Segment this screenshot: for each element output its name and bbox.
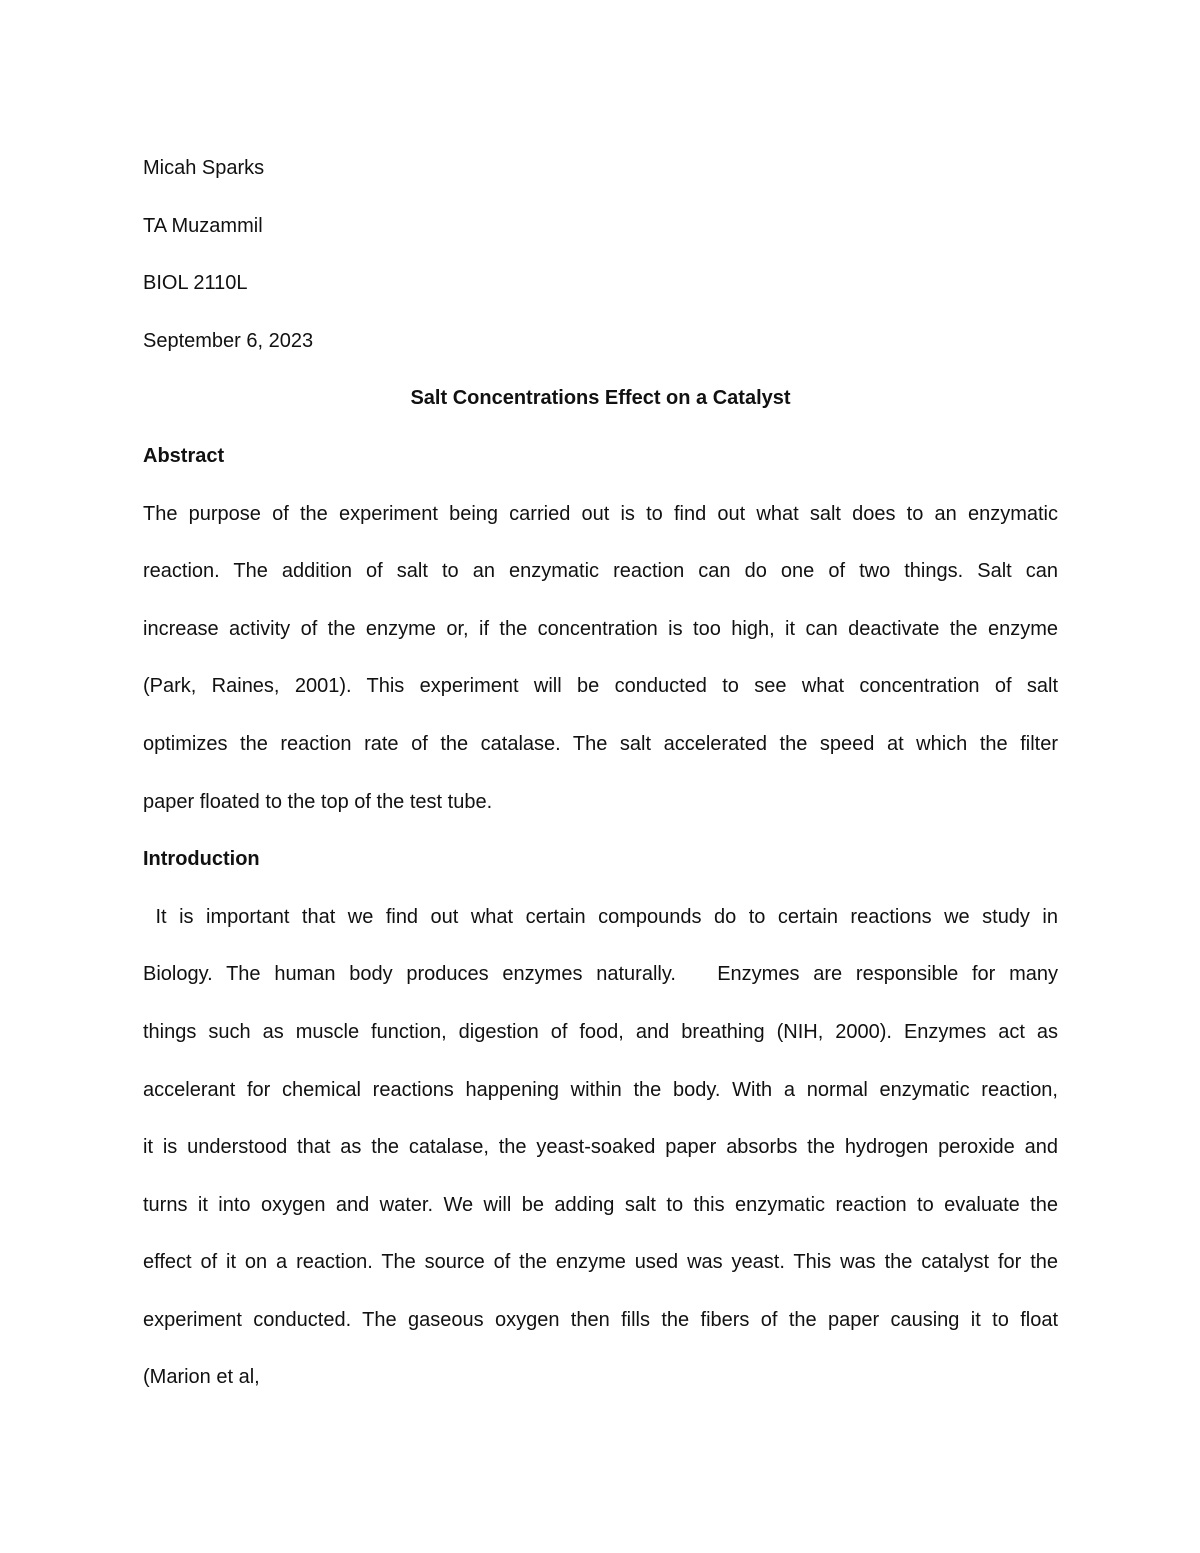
introduction-heading: Introduction (143, 848, 260, 871)
abstract-line: (Park, Raines, 2001). This experiment will be conducted to see what concentration of salt (143, 675, 1058, 698)
document-body (143, 140, 1058, 1407)
abstract-line: The purpose of the experiment being carried out is to find out what salt does to an enzymatic (143, 502, 1058, 525)
abstract-line: optimizes the reaction rate of the catalase. The salt accelerated the speed at which the filter (143, 732, 1058, 755)
instructor-name: TA Muzammil (143, 214, 263, 237)
course-code: BIOL 2110L (143, 272, 248, 295)
introduction-line: turns it into oxygen and water. We will be adding salt to this enzymatic reaction to evaluate the (143, 1193, 1058, 1216)
abstract-line: reaction. The addition of salt to an enzymatic reaction can do one of two things. Salt can (143, 560, 1058, 583)
introduction-line: experiment conducted. The gaseous oxygen then fills the fibers of the paper causing it to float (143, 1308, 1058, 1331)
introduction-line: it is understood that as the catalase, the yeast-soaked paper absorbs the hydrogen peroxide and (143, 1136, 1058, 1159)
document-date: September 6, 2023 (143, 329, 314, 352)
introduction-line: It is important that we find out what certain compounds do to certain reactions we study in (143, 905, 1058, 928)
abstract-paragraph (143, 486, 1058, 832)
introduction-paragraph (143, 889, 1058, 1407)
introduction-line: accelerant for chemical reactions happening within the body. With a normal enzymatic reaction, (143, 1078, 1058, 1101)
introduction-line: effect of it on a reaction. The source of the enzyme used was yeast. This was the catalyst for the (143, 1251, 1058, 1274)
introduction-line: Biology. The human body produces enzymes naturally. Enzymes are responsible for many (143, 963, 1058, 986)
abstract-heading: Abstract (143, 444, 225, 467)
abstract-line: paper floated to the top of the test tube. (143, 790, 493, 813)
author-name: Micah Sparks (143, 157, 265, 179)
abstract-line: increase activity of the enzyme or, if the concentration is too high, it can deactivate the enzyme (143, 617, 1058, 640)
introduction-line: (Marion et al, (143, 1366, 260, 1389)
document-title: Salt Concentrations Effect on a Catalyst (410, 387, 791, 410)
introduction-line: things such as muscle function, digestion of food, and breathing (NIH, 2000). Enzymes act as (143, 1020, 1058, 1043)
